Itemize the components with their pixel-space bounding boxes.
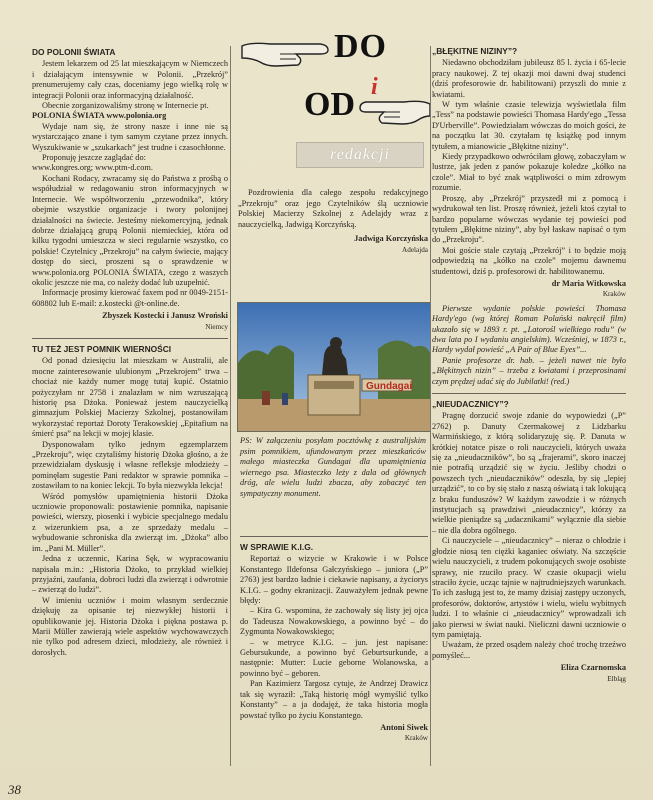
masthead-word: OD bbox=[304, 86, 355, 123]
paragraph: Dysponowałam tylko jednym egzemplarzem „Przekroju”, więc czytaliśmy historię Dżoka głośno, a że przewidziałam dyskusję i własne refleksje młodzieży – pominęłam sugestie Pani redaktor w sprawie pomnika – zostawiłam to na koniec lekcji. To była niezwykła lekcja! bbox=[32, 439, 228, 491]
column-middle bbox=[240, 538, 428, 748]
signature: dr Maria Witkowska bbox=[551, 278, 626, 288]
paragraph: Wśród pomysłów upamiętnienia historii Dżoka uczniowie proponowali: postawienie pomnika, napisanie powieści, wierszy, piosenki i wybicie specjalnego medalu z wizerunkiem psa, a ze sprzedaży medalu – wybudowanie schroniska dla zwierząt im. „Dżoka” albo im. „Pani M. Müller”. bbox=[32, 491, 228, 553]
divider bbox=[240, 536, 428, 537]
dog-monument-photo bbox=[237, 302, 431, 432]
paragraph: www.kongres.org; www.ptm-d.com. bbox=[32, 163, 153, 173]
location: Elbląg bbox=[607, 674, 626, 683]
paragraph: – Kira G. wspomina, że zachowały się listy jej ojca do Tadeusza Nowakowskiego, a powinno być – do Zygmunta Nowakowskiego; bbox=[240, 606, 428, 637]
paragraph: Kochani Rodacy, zwracamy się do Państwa z prośbą o współudział w redagowaniu stron informacyjnych w Internecie. We współtworzeniu „przewodnika”, który obejmie wszystkie organizacje i twory polonijnej działalności na świecie. Jesteśmy niekomercyjną, jednak dobrze działającą grupą Polonii niemieckiej, która od kilku tygodni umieszcza w sieci regularnie wszystko, co polskie! Czytelnicy „Przekroju” na całym świecie, mający dostęp do sieci, proszeni są o sprawdzenie w www.polonia.org POLONIA ŚWIATA, czego z waszych okolic jeszcze nie ma, co należy dodać lub uzupełnić. bbox=[32, 173, 228, 287]
paragraph: Wydaje nam się, że strony nasze i inne nie są wystarczająco znane i tym samym czytane przez innych. Wyszukiwanie w „szukarkach” jest trudne i czasochłonne. bbox=[32, 121, 228, 152]
paragraph: Moi goście stale czytają „Przekrój” i to będzie moją odpowiedzią na „kółko na czole” mojemu dawnemu studentowi, dziś p. profesorowi dr. habilitowanemu. bbox=[432, 245, 626, 276]
photo-caption: PS: W załączeniu posyłam pocztówkę z australijskim psim pomnikiem, ufundowanym przez mieszkańców małego miasteczka Gundagai dla upamiętnienia wiernego psa. Miasteczko leży z dala od głównych dróg, ale wielu ludzi zbacza, aby zobaczyć ten sympatyczny monument. bbox=[240, 436, 426, 498]
divider bbox=[432, 393, 626, 394]
pointing-hand-icon bbox=[358, 92, 432, 128]
paragraph: Pragnę dorzucić swoje zdanie do wypowiedzi („P” 2762) p. Danuty Czermakowej z Lidzbarku Warmińskiego, z którą solidaryzuję się. P. Danuta w krótkiej notatce pisze o roli nauczycieli, których uważa się za „nieudaczników”, bo są „frajerami”, skoro inaczej nie potrafią urządzić się w życiu. Jeśliby chodzi o powszech tych „nieudaczników” odeszła, by się „lepiej urządzić”, to co by się stało z naszą oświatą i tak lokującą z braku funduszów? W każdym zawodzie i w różnych instytucjach są prawdziwi „nieudacznicy”, którzy za wielkie pieniądze są „udacznikami” wyłącznie dla siebie – nie dla dobra ogólnego. bbox=[432, 411, 626, 535]
signature: Eliza Czarnomska bbox=[560, 663, 626, 673]
intro-letter bbox=[238, 188, 428, 260]
column-left bbox=[32, 42, 228, 658]
paragraph: Kiedy przypadkowo odwróciłam głowę, zobaczyłam w lustrze, jak jeden z panów pokazuje koledze „kółko na czole”. Miał to być znak wątpliwości o mim zdrowym rozumie. bbox=[432, 152, 626, 193]
paragraph: W tym właśnie czasie telewizja wyświetlała film „Tess” na podstawie powieści Thomasa Hardy'ego „Tessa D'Urberville”. Powiedziałam wówczas do moich gości, że na początku lat 30. czytałam tę książkę pod innym tytułem, a mianowicie „Błękitne niziny”. bbox=[432, 100, 626, 151]
paragraph: Uważam, że przed osądem należy choć trochę trzeźwo pomyśleć... bbox=[432, 640, 626, 660]
column-right bbox=[432, 42, 626, 688]
column-rule bbox=[430, 46, 431, 766]
divider bbox=[32, 338, 228, 339]
signature: Antoni Siwek bbox=[380, 722, 428, 732]
website-name: POLONIA ŚWIATA www.polonia.org bbox=[32, 111, 167, 121]
paragraph: Obecnie zorganizowaliśmy stronę w Internecie pt. bbox=[42, 101, 209, 111]
paragraph: Pozdrowienia dla całego zespołu redakcyjnego „Przekroju” oraz jego Czytelników ślą uczniowie Polskiej Macierzy Szkolnej z Adelajdy wraz z nauczycielką, Jadwigą Korczyńską. bbox=[238, 188, 428, 229]
article-heading: „NIEUDACZNICY”? bbox=[432, 399, 509, 409]
location: Niemcy bbox=[205, 322, 228, 331]
page-number: 38 bbox=[8, 782, 21, 797]
paragraph: W imieniu uczniów i moim własnym serdecznie dziękuję za opisanie tej niezwykłej historii i opublikowanie jej. Historia Dżoka i piękna postawa p. Marii Müller zawierają wiele aspektów wychowawczych nie tylko pod adresem dzieci, młodzieży, ale również i dorosłych. bbox=[32, 595, 228, 657]
paragraph: Pan Kazimierz Targosz cytuje, że Andrzej Drawicz tak się wyraził: „Taką historię mógł wymyślić tylko Konstanty” – a ja dodajęż, że taka historia mogła powstać tylko po życiu Konstantego. bbox=[240, 679, 428, 720]
paragraph: Jestem lekarzem od 25 lat mieszkającym w Niemczech i działającym intensywnie w Polonii. „Przekrój” prenumerujemy cały czas, doceniamy jego wielką rolę w integracji Polonii oraz informacyjną działalność. bbox=[32, 59, 228, 100]
signature: Zbyszek Kostecki i Janusz Wroński bbox=[102, 311, 228, 321]
column-rule bbox=[230, 46, 231, 766]
article-heading: „BŁĘKITNE NIZINY”? bbox=[432, 46, 518, 56]
article-heading: W SPRAWIE K.I.G. bbox=[240, 542, 314, 552]
pointing-hand-icon bbox=[240, 32, 336, 72]
location: Kraków bbox=[404, 734, 428, 743]
paragraph: Reportaż o wizycie w Krakowie i w Polsce Konstantego Ildefonsa Gałczyńskiego – juniora („P” 2763) jest bardzo ładnie i ciekawie napisany, a życiorys K.I.G. – godny ekranizacji. Zauważyłem jednak pewne błędy: bbox=[240, 554, 428, 606]
masthead-connector: i bbox=[371, 74, 378, 100]
location: Kraków bbox=[602, 290, 626, 299]
masthead bbox=[236, 6, 432, 176]
paragraph: Informacje prosimy kierować faxem pod nr 0049-2151-608802 lub E-mail: z.kostecki @t-online.de. bbox=[32, 288, 228, 308]
paragraph: Ci nauczyciele – „nieudacznicy” – nieraz o chłodzie i głodzie niosą ten ciężki kaganiec oświaty. Na szczęście wielu nauczycieli, z trudem pokonujących swoje osobiste sprawy, nie rzuciło pracy. W czasie okupacji wielu straciło życie, ucząc tajnie w najtrudniejszych warunkach. To ich zasługą jest to, że mamy dzisiaj zastępy uczonych, profesorów, doktorów, artystów i wielu, wielu wybitnych ludzi. I to właśnie ci „nieudacznicy” wprowadzali ich jako pierwsi w świat nauki. Nieliczni dawni uczniowie o tym pamiętają. bbox=[432, 536, 626, 639]
editor-note: Panie profesorze dr. hab. – jeżeli nawet nie było „Błękitnych nizin” – trzeba z kwiatami i przeprosinami czym prędzej udać się do Jubilatki! (red.) bbox=[432, 355, 626, 386]
masthead-word: DO bbox=[334, 28, 387, 65]
paragraph: Jedna z uczennic, Karina Sęk, w wypracowaniu napisała m.in.: „Historia Dżoko, to przykład wielkiej przyjaźni, zaufania, dobroci ludzi dla zwierząt i odwrotnie – zwierząt do ludzi”. bbox=[32, 554, 228, 595]
paragraph: – w metryce K.I.G. – jun. jest napisane: Gebursukunde, a powinno być Geburtsurkunde, a następnie: Mutter: Lucie geborne Wolanowska, a powinno być – geboren. bbox=[240, 637, 428, 678]
masthead-subtitle: redakcji bbox=[296, 142, 424, 168]
photo-sign: Gundagai bbox=[366, 381, 413, 392]
article-heading: TU TEŻ JEST POMNIK WIERNOŚCI bbox=[32, 343, 172, 354]
article-heading: DO POLONII ŚWIATA bbox=[32, 47, 116, 57]
paragraph: Od ponad dziesięciu lat mieszkam w Australii, ale mocne zainteresowanie ulubionym „Przekrojem” trwa – chociaż nie każdy numer mogę tutaj kupić. Ostatnio pożyczyłam nr 2758 i znalazłam w nim wzruszającą historię psa Dżoka. Ponieważ jestem nauczycielką gimnazjum Polskiej Macierzy Szkolnej, postanowiłam wykorzystać reportaż Doroty Terakowskiej „Epitafium na śmierć psa” na lekcji w mojej klasie. bbox=[32, 356, 228, 439]
location: Adelajda bbox=[402, 245, 428, 254]
paragraph: Niedawno obchodziłam jubileusz 85 l. życia i 65-lecie pracy naukowej. Z tej okazji moi dawni dwaj studenci (dziś profesorowie dr. habilitowani) przyszli do mnie z kwiatami. bbox=[432, 58, 626, 99]
editor-note: Pierwsze wydanie polskie powieści Thomasa Hardy'ego (wg której Roman Polański nakręcił film) ukazało się w 1893 r. pt. „Latorośl wielkiego rodu” (w dwa lata po I wydaniu angielskim). Wcześniej, w 1873 r., Hardy wydał powieść „A Pair of Blue Eyes”... bbox=[432, 303, 626, 355]
paragraph: Proszę, aby „Przekrój” przyszedł mi z pomocą i wydrukował ten list. Proszę również, jeżeli ktoś czytał to bardzo popularne wówczas wydanie tej powieści pod tytułem „Błękitne niziny”, aby był łaskaw napisać o tym do „Przekroju”. bbox=[432, 193, 626, 245]
paragraph: Proponuję jeszcze zaglądać do: bbox=[42, 153, 146, 163]
signature: Jadwiga Korczyńska bbox=[354, 234, 428, 244]
